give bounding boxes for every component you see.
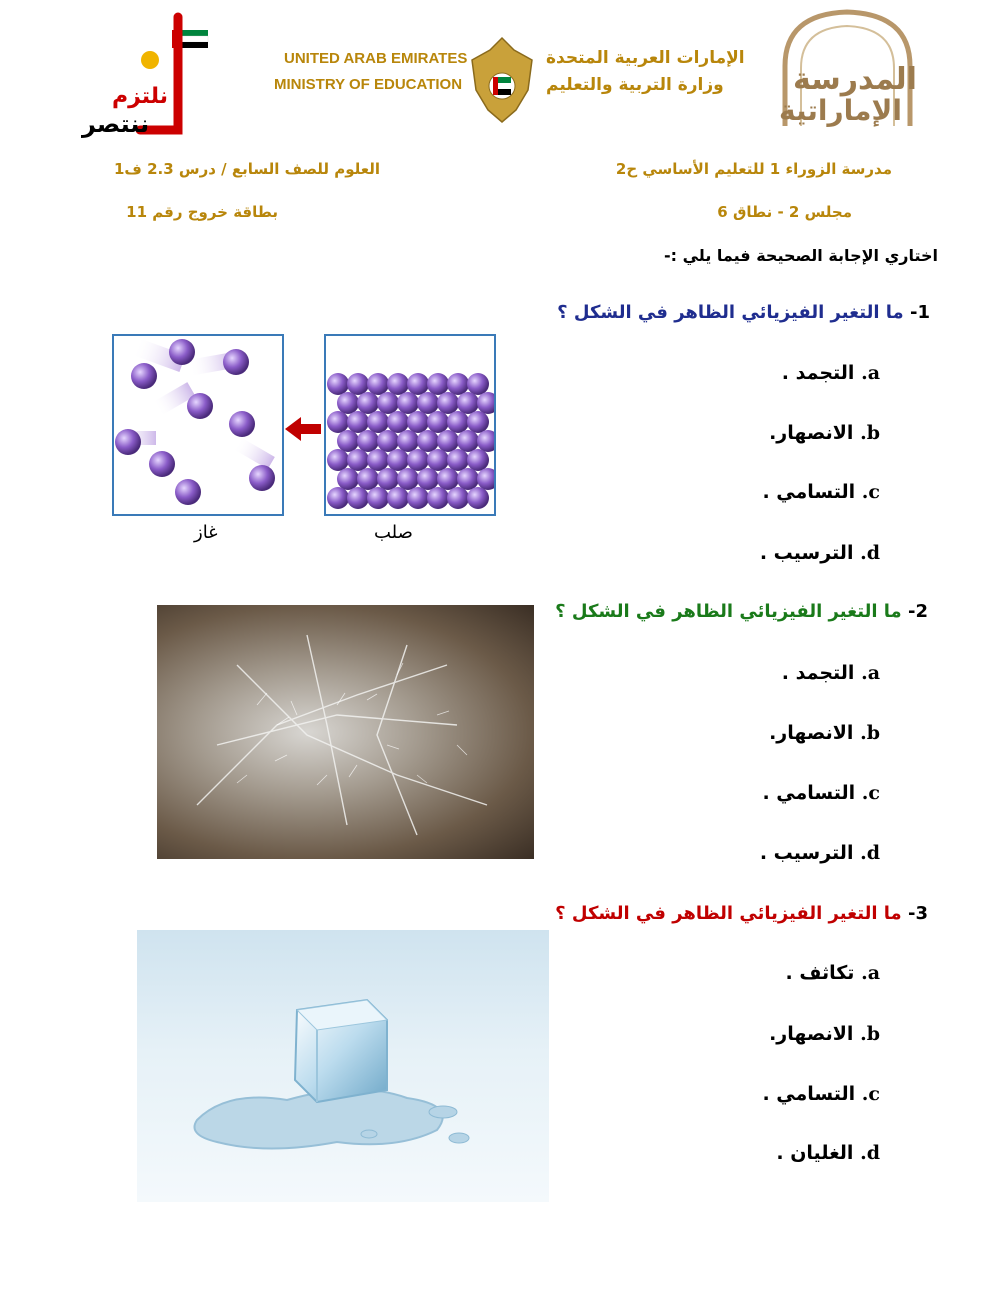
solid-label: صلب bbox=[374, 522, 413, 543]
solid-particle bbox=[477, 468, 494, 490]
solid-particle bbox=[377, 468, 399, 490]
gas-label: غاز bbox=[194, 522, 218, 543]
school-logo bbox=[765, 6, 930, 131]
question-number: 1- bbox=[909, 302, 930, 323]
q2-option-c[interactable]: c. التسامي . bbox=[762, 782, 880, 804]
ministry-en-line2: MINISTRY OF EDUCATION bbox=[274, 76, 463, 93]
question-3 bbox=[555, 903, 928, 924]
solid-particle bbox=[397, 392, 419, 414]
solid-particle bbox=[477, 392, 494, 414]
school-name: مدرسة الزوراء 1 للتعليم الأساسي ح2 bbox=[615, 160, 892, 178]
question-2 bbox=[555, 601, 928, 622]
hand-icon bbox=[141, 51, 159, 69]
solid-particle bbox=[447, 449, 469, 471]
solid-particle bbox=[477, 430, 494, 452]
ministry-ar-line1: الإمارات العربية المتحدة bbox=[546, 48, 745, 68]
q2-option-d[interactable]: d. الترسيب . bbox=[759, 842, 880, 864]
solid-particle bbox=[367, 449, 389, 471]
q3-option-c[interactable]: c. التسامي . bbox=[762, 1083, 880, 1105]
solid-particle bbox=[427, 373, 449, 395]
solid-particle bbox=[377, 430, 399, 452]
solid-particle bbox=[387, 449, 409, 471]
q1-option-d[interactable]: d. الترسيب . bbox=[759, 542, 880, 564]
instructions: اختاري الإجابة الصحيحة فيما يلي :- bbox=[664, 246, 938, 265]
solid-particle bbox=[327, 449, 349, 471]
solid-particle bbox=[387, 373, 409, 395]
solid-particle bbox=[467, 449, 489, 471]
solid-particle bbox=[407, 449, 429, 471]
solid-particle bbox=[357, 392, 379, 414]
solid-particle bbox=[337, 430, 359, 452]
solid-particle bbox=[467, 411, 489, 433]
question-text: ما التغير الفيزيائي الظاهر في الشكل ؟ bbox=[555, 903, 902, 924]
question-text: ما التغير الفيزيائي الظاهر في الشكل ؟ bbox=[557, 302, 904, 323]
solid-particle bbox=[397, 430, 419, 452]
solid-particle bbox=[347, 449, 369, 471]
solid-particle bbox=[407, 373, 429, 395]
campaign-text-top: نلتزم bbox=[112, 84, 169, 109]
campaign-logo bbox=[80, 12, 210, 142]
solid-particle bbox=[467, 487, 489, 509]
q1-option-a[interactable]: a. التجمد . bbox=[781, 362, 880, 384]
question-1 bbox=[557, 302, 930, 323]
solid-particle bbox=[457, 430, 479, 452]
solid-particle bbox=[347, 411, 369, 433]
solid-particles-panel bbox=[324, 334, 496, 516]
solid-particle bbox=[347, 373, 369, 395]
q2-option-a[interactable]: a. التجمد . bbox=[781, 662, 880, 684]
solid-particle bbox=[347, 487, 369, 509]
solid-particle bbox=[387, 487, 409, 509]
solid-particle bbox=[447, 411, 469, 433]
q1-option-b[interactable]: b. الانصهار. bbox=[769, 422, 880, 444]
school-logo-line1: المدرسة bbox=[793, 62, 917, 97]
solid-particle bbox=[397, 468, 419, 490]
exit-card: بطاقة خروج رقم 11 bbox=[126, 203, 278, 221]
question-text: ما التغير الفيزيائي الظاهر في الشكل ؟ bbox=[555, 601, 902, 622]
solid-particle bbox=[417, 430, 439, 452]
solid-particle bbox=[447, 373, 469, 395]
solid-particle bbox=[367, 487, 389, 509]
melting-ice-photo bbox=[137, 930, 549, 1202]
solid-particle bbox=[427, 449, 449, 471]
solid-particle bbox=[327, 411, 349, 433]
solid-particle bbox=[327, 487, 349, 509]
q1-option-c[interactable]: c. التسامي . bbox=[762, 481, 880, 503]
campaign-text-bottom: ننتصر bbox=[82, 110, 150, 138]
uae-emblem-icon bbox=[462, 30, 542, 130]
solid-particle bbox=[437, 468, 459, 490]
solid-particle bbox=[427, 411, 449, 433]
solid-particle bbox=[457, 468, 479, 490]
question-number: 3- bbox=[907, 903, 928, 924]
solid-particle bbox=[437, 430, 459, 452]
solid-particle bbox=[337, 392, 359, 414]
frost-photo bbox=[157, 605, 534, 859]
solid-particle bbox=[407, 487, 429, 509]
solid-particle bbox=[377, 392, 399, 414]
ministry-ar-line2: وزارة التربية والتعليم bbox=[546, 75, 724, 95]
q3-option-a[interactable]: a. تكاثف . bbox=[785, 962, 880, 984]
solid-particle bbox=[467, 373, 489, 395]
solid-particle bbox=[357, 468, 379, 490]
council: مجلس 2 - نطاق 6 bbox=[717, 203, 852, 221]
arrow-left-icon bbox=[283, 414, 323, 444]
solid-particle bbox=[447, 487, 469, 509]
gas-particles-panel bbox=[112, 334, 284, 516]
solid-particle bbox=[387, 411, 409, 433]
subject-lesson: العلوم للصف السابع / درس 2.3 ف1 bbox=[113, 160, 380, 178]
solid-particle bbox=[437, 392, 459, 414]
q3-option-b[interactable]: b. الانصهار. bbox=[769, 1023, 880, 1045]
solid-particle bbox=[337, 468, 359, 490]
solid-particle bbox=[407, 411, 429, 433]
solid-particle bbox=[417, 392, 439, 414]
solid-particle bbox=[367, 411, 389, 433]
q3-option-d[interactable]: d. الغليان . bbox=[776, 1142, 880, 1164]
q2-option-b[interactable]: b. الانصهار. bbox=[769, 722, 880, 744]
ministry-en-line1: UNITED ARAB EMIRATES bbox=[284, 50, 468, 67]
question-number: 2- bbox=[907, 601, 928, 622]
solid-particle bbox=[427, 487, 449, 509]
solid-particle bbox=[417, 468, 439, 490]
solid-particle bbox=[367, 373, 389, 395]
school-logo-line2: الإماراتية bbox=[779, 94, 902, 127]
solid-particle bbox=[357, 430, 379, 452]
solid-particle bbox=[457, 392, 479, 414]
solid-particle bbox=[327, 373, 349, 395]
